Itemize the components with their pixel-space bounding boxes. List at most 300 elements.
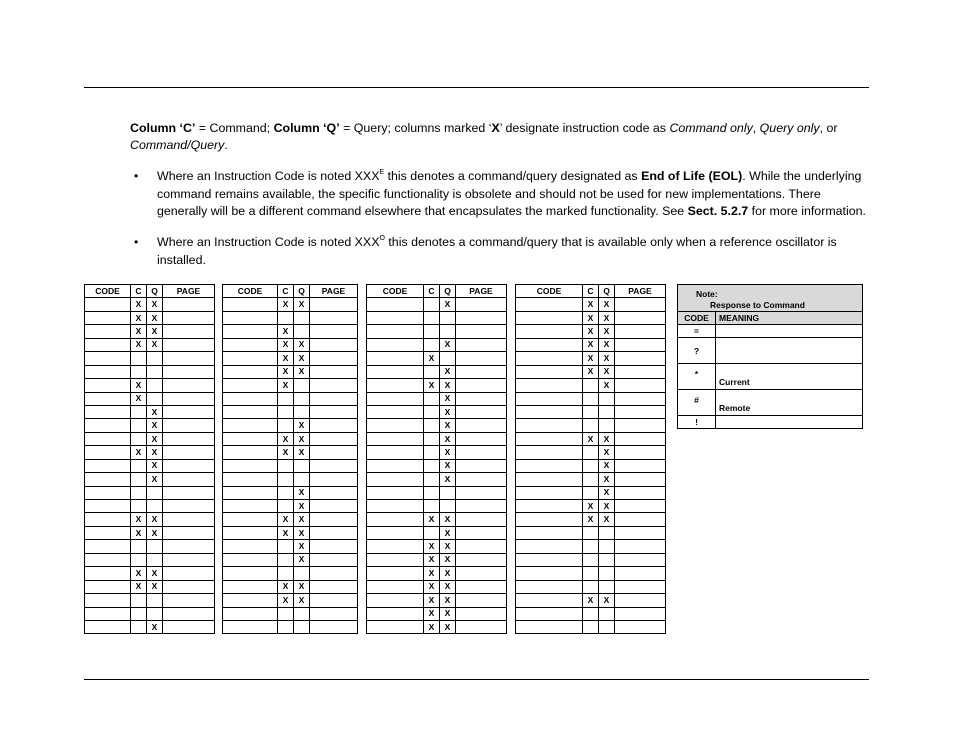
page-cell — [615, 473, 666, 486]
code-cell — [516, 526, 583, 539]
query-mark: X — [147, 446, 163, 459]
command-mark: X — [131, 446, 147, 459]
code-cell — [516, 620, 583, 633]
command-mark: X — [131, 338, 147, 351]
code-cell — [516, 567, 583, 580]
table-row — [223, 620, 358, 633]
command-mark — [583, 379, 599, 392]
command-mark — [131, 553, 147, 566]
page-cell — [615, 580, 666, 593]
page-cell — [456, 365, 507, 378]
code-cell — [367, 338, 424, 351]
command-mark: X — [278, 526, 294, 539]
query-mark: X — [294, 352, 310, 365]
code-cell — [85, 338, 131, 351]
table-row — [85, 473, 215, 486]
page-cell — [163, 338, 215, 351]
query-mark: X — [440, 473, 456, 486]
command-mark — [583, 580, 599, 593]
table-row — [367, 392, 507, 405]
command-mark: X — [278, 379, 294, 392]
page-cell — [615, 620, 666, 633]
table-row — [367, 459, 507, 472]
table-row — [85, 580, 215, 593]
query-mark: X — [440, 365, 456, 378]
table-row — [367, 620, 507, 633]
command-mark: X — [278, 298, 294, 311]
note-col-meaning: MEANING — [716, 312, 863, 325]
code-cell — [516, 486, 583, 499]
query-mark: X — [599, 500, 615, 513]
header-code: CODE — [223, 285, 278, 298]
code-cell — [85, 473, 131, 486]
query-mark — [294, 379, 310, 392]
table-row — [367, 446, 507, 459]
code-cell — [367, 513, 424, 526]
table-row — [367, 298, 507, 311]
page-cell — [310, 392, 358, 405]
b1-post2: for more information. — [748, 204, 866, 218]
table-row — [367, 473, 507, 486]
table-row — [223, 594, 358, 607]
page-cell — [456, 432, 507, 445]
col-c-label: Column ‘C’ — [130, 121, 196, 135]
code-cell — [223, 419, 278, 432]
page-cell — [310, 526, 358, 539]
command-mark — [424, 459, 440, 472]
code-cell — [223, 500, 278, 513]
code-cell — [85, 352, 131, 365]
code-cell — [85, 580, 131, 593]
page-cell — [615, 540, 666, 553]
command-mark — [424, 338, 440, 351]
bullet-2-text — [157, 234, 870, 269]
comma: , — [752, 121, 760, 135]
table-row — [223, 540, 358, 553]
table-row — [223, 325, 358, 338]
table-row — [223, 580, 358, 593]
intro-paragraph — [130, 120, 870, 153]
command-mark — [583, 567, 599, 580]
note-col-code: CODE — [678, 312, 716, 325]
code-cell — [223, 311, 278, 324]
command-mark — [424, 365, 440, 378]
page-cell — [310, 311, 358, 324]
table-row — [85, 594, 215, 607]
header-q: Q — [147, 285, 163, 298]
command-mark: X — [131, 526, 147, 539]
note-title: Note: — [696, 289, 718, 299]
table-row — [85, 419, 215, 432]
table-row — [367, 419, 507, 432]
page-cell — [456, 553, 507, 566]
code-cell — [516, 473, 583, 486]
command-mark — [583, 473, 599, 486]
page-cell — [310, 405, 358, 418]
table-row — [367, 365, 507, 378]
code-cell — [516, 607, 583, 620]
query-mark — [147, 607, 163, 620]
page-cell — [456, 540, 507, 553]
code-cell — [223, 486, 278, 499]
table-row — [223, 459, 358, 472]
query-mark: X — [294, 365, 310, 378]
page-cell — [163, 419, 215, 432]
page-cell — [456, 405, 507, 418]
code-cell — [85, 500, 131, 513]
command-mark — [583, 540, 599, 553]
code-cell — [223, 392, 278, 405]
code-cell — [223, 580, 278, 593]
code-cell — [85, 419, 131, 432]
command-mark — [583, 486, 599, 499]
table-row — [85, 513, 215, 526]
query-mark — [599, 419, 615, 432]
command-mark — [278, 459, 294, 472]
command-table-3 — [366, 284, 507, 634]
note-row-meaning: Remote — [716, 390, 863, 416]
command-mark — [278, 607, 294, 620]
page-cell — [456, 352, 507, 365]
note-subtitle: Response to Command — [710, 300, 805, 310]
code-cell — [516, 540, 583, 553]
command-mark — [424, 405, 440, 418]
query-mark: X — [599, 486, 615, 499]
code-cell — [516, 513, 583, 526]
page-cell — [310, 553, 358, 566]
b1-sup: E — [379, 169, 385, 176]
table-row — [85, 298, 215, 311]
command-table-2 — [222, 284, 358, 634]
command-mark — [131, 500, 147, 513]
note-row-meaning — [716, 416, 863, 429]
command-mark: X — [278, 432, 294, 445]
page-cell — [163, 405, 215, 418]
b2-pre: Where an Instruction Code is noted XXX — [157, 235, 380, 249]
page-cell — [310, 500, 358, 513]
page-cell — [615, 607, 666, 620]
query-mark: X — [599, 379, 615, 392]
code-cell — [85, 526, 131, 539]
code-cell — [367, 580, 424, 593]
query-mark: X — [440, 392, 456, 405]
page-cell — [615, 311, 666, 324]
table-row — [367, 311, 507, 324]
code-cell — [85, 567, 131, 580]
table-row — [85, 459, 215, 472]
query-mark: X — [147, 620, 163, 633]
table-row — [85, 567, 215, 580]
query-mark: X — [147, 526, 163, 539]
table-row — [85, 486, 215, 499]
table-row — [85, 540, 215, 553]
page-cell — [163, 473, 215, 486]
code-cell — [367, 352, 424, 365]
command-mark: X — [424, 620, 440, 633]
code-cell — [85, 365, 131, 378]
code-cell — [367, 526, 424, 539]
code-cell — [85, 379, 131, 392]
b1-mid: this denotes a command/query designated as — [384, 169, 642, 183]
code-cell — [516, 311, 583, 324]
code-cell — [516, 298, 583, 311]
code-cell — [223, 594, 278, 607]
query-mark — [147, 540, 163, 553]
query-mark: X — [599, 446, 615, 459]
page-cell — [163, 325, 215, 338]
query-mark: X — [599, 311, 615, 324]
command-mark: X — [131, 379, 147, 392]
command-mark: X — [424, 540, 440, 553]
page-cell — [310, 540, 358, 553]
b2-sup: O — [379, 235, 385, 242]
query-mark — [147, 486, 163, 499]
query-mark: X — [440, 567, 456, 580]
query-mark — [599, 540, 615, 553]
command-mark — [424, 419, 440, 432]
query-mark — [294, 405, 310, 418]
b1-pre: Where an Instruction Code is noted XXX — [157, 169, 380, 183]
table-row — [85, 607, 215, 620]
code-cell — [223, 607, 278, 620]
table-row — [367, 405, 507, 418]
query-mark: X — [440, 594, 456, 607]
table-row — [367, 567, 507, 580]
table-row — [85, 379, 215, 392]
table-header-row — [516, 285, 666, 298]
page-cell — [163, 553, 215, 566]
code-cell — [223, 526, 278, 539]
query-mark: X — [294, 486, 310, 499]
code-cell — [516, 365, 583, 378]
b1-post: . While the underlying command remains available, the specific functionality is obsolete and should not be used for new implementations. There generally will be a different command elsewhere that encapsulates the marked functionality. See — [157, 169, 862, 218]
command-mark — [131, 607, 147, 620]
command-mark — [424, 473, 440, 486]
query-mark: X — [294, 338, 310, 351]
command-mark — [278, 567, 294, 580]
query-mark: X — [440, 446, 456, 459]
command-mark: X — [131, 298, 147, 311]
table-row — [516, 540, 666, 553]
page-cell — [310, 379, 358, 392]
query-mark: X — [599, 338, 615, 351]
table-row — [516, 594, 666, 607]
code-cell — [85, 405, 131, 418]
page-cell — [456, 500, 507, 513]
table-row — [367, 607, 507, 620]
table-row — [516, 352, 666, 365]
page-cell — [615, 325, 666, 338]
table-row — [367, 432, 507, 445]
page-cell — [456, 379, 507, 392]
query-mark — [440, 325, 456, 338]
code-cell — [85, 298, 131, 311]
header-q: Q — [599, 285, 615, 298]
query-mark: X — [294, 446, 310, 459]
table-row — [367, 553, 507, 566]
page-cell — [615, 338, 666, 351]
command-mark: X — [424, 352, 440, 365]
table-row — [516, 526, 666, 539]
command-mark: X — [278, 580, 294, 593]
query-mark: X — [599, 325, 615, 338]
command-mark: X — [424, 379, 440, 392]
page-cell — [456, 446, 507, 459]
code-cell — [223, 553, 278, 566]
page-cell — [456, 419, 507, 432]
table-row — [223, 392, 358, 405]
code-cell — [85, 459, 131, 472]
page-cell — [163, 594, 215, 607]
page-cell — [310, 446, 358, 459]
command-mark: X — [131, 513, 147, 526]
table-row — [223, 473, 358, 486]
query-mark — [147, 352, 163, 365]
query-mark: X — [440, 298, 456, 311]
code-cell — [367, 620, 424, 633]
command-mark — [278, 311, 294, 324]
page-cell — [310, 432, 358, 445]
code-cell — [367, 594, 424, 607]
table-row — [223, 486, 358, 499]
command-mark — [278, 540, 294, 553]
query-mark — [147, 500, 163, 513]
query-mark: X — [294, 419, 310, 432]
table-header-row — [223, 285, 358, 298]
command-mark: X — [583, 325, 599, 338]
page-cell — [615, 298, 666, 311]
table-row — [85, 392, 215, 405]
query-mark: X — [147, 311, 163, 324]
page-cell — [163, 526, 215, 539]
page-cell — [456, 338, 507, 351]
query-mark: X — [147, 580, 163, 593]
code-cell — [516, 500, 583, 513]
page-cell — [456, 392, 507, 405]
command-mark — [131, 432, 147, 445]
code-cell — [223, 379, 278, 392]
command-mark — [424, 486, 440, 499]
table-row — [223, 405, 358, 418]
query-mark: X — [440, 553, 456, 566]
table-row — [85, 446, 215, 459]
query-mark: X — [440, 338, 456, 351]
command-mark — [583, 526, 599, 539]
command-mark: X — [583, 594, 599, 607]
query-mark: X — [147, 405, 163, 418]
code-cell — [367, 607, 424, 620]
page-cell — [456, 567, 507, 580]
code-cell — [85, 446, 131, 459]
bullet-1-text — [157, 168, 870, 221]
header-page: PAGE — [310, 285, 358, 298]
command-mark: X — [278, 325, 294, 338]
b2-mid: this denotes a command/query that is available only when a reference oscillator is installed. — [157, 235, 837, 267]
code-cell — [85, 620, 131, 633]
bullet-2-glyph: • — [134, 235, 139, 249]
command-mark: X — [583, 352, 599, 365]
page-cell — [615, 446, 666, 459]
note-row-code: * — [678, 364, 716, 390]
table-row — [85, 553, 215, 566]
query-mark: X — [294, 526, 310, 539]
query-mark: X — [599, 365, 615, 378]
code-cell — [367, 540, 424, 553]
table-row — [223, 500, 358, 513]
code-cell — [516, 352, 583, 365]
command-mark: X — [131, 311, 147, 324]
code-cell — [367, 311, 424, 324]
table-row — [367, 594, 507, 607]
query-mark — [599, 620, 615, 633]
query-mark: X — [440, 432, 456, 445]
query-mark: X — [294, 513, 310, 526]
header-q: Q — [294, 285, 310, 298]
x-label: X — [491, 121, 500, 135]
query-mark — [599, 526, 615, 539]
table-row — [367, 500, 507, 513]
table-row — [85, 311, 215, 324]
command-mark — [424, 526, 440, 539]
table-row — [516, 419, 666, 432]
code-cell — [516, 379, 583, 392]
header-code: CODE — [367, 285, 424, 298]
command-mark — [278, 500, 294, 513]
code-cell — [367, 553, 424, 566]
page-cell — [310, 486, 358, 499]
command-mark — [424, 298, 440, 311]
code-cell — [516, 419, 583, 432]
note-row-code: ? — [678, 338, 716, 364]
query-mark — [294, 459, 310, 472]
table-row — [516, 553, 666, 566]
page-cell — [615, 500, 666, 513]
code-cell — [85, 540, 131, 553]
query-mark: X — [147, 298, 163, 311]
code-cell — [367, 432, 424, 445]
table-row — [367, 513, 507, 526]
command-mark: X — [583, 432, 599, 445]
table-row — [516, 500, 666, 513]
page-cell — [456, 594, 507, 607]
command-mark — [131, 473, 147, 486]
query-mark: X — [440, 459, 456, 472]
query-mark: X — [294, 432, 310, 445]
page-cell — [310, 620, 358, 633]
query-mark: X — [440, 526, 456, 539]
command-mark: X — [278, 352, 294, 365]
command-mark: X — [583, 513, 599, 526]
query-mark — [294, 567, 310, 580]
table-row — [85, 365, 215, 378]
command-mark: X — [424, 513, 440, 526]
header-page: PAGE — [163, 285, 215, 298]
code-cell — [85, 325, 131, 338]
code-cell — [367, 419, 424, 432]
col-c-text: = Command; — [195, 121, 274, 135]
col-q-label: Column ‘Q’ — [273, 121, 340, 135]
cmd-query: Command/Query — [130, 137, 225, 152]
page-cell — [163, 540, 215, 553]
page-cell — [615, 432, 666, 445]
note-header — [678, 285, 863, 312]
query-mark — [294, 473, 310, 486]
command-mark — [424, 311, 440, 324]
command-mark: X — [424, 607, 440, 620]
page-cell — [615, 553, 666, 566]
code-cell — [367, 500, 424, 513]
command-mark: X — [583, 311, 599, 324]
